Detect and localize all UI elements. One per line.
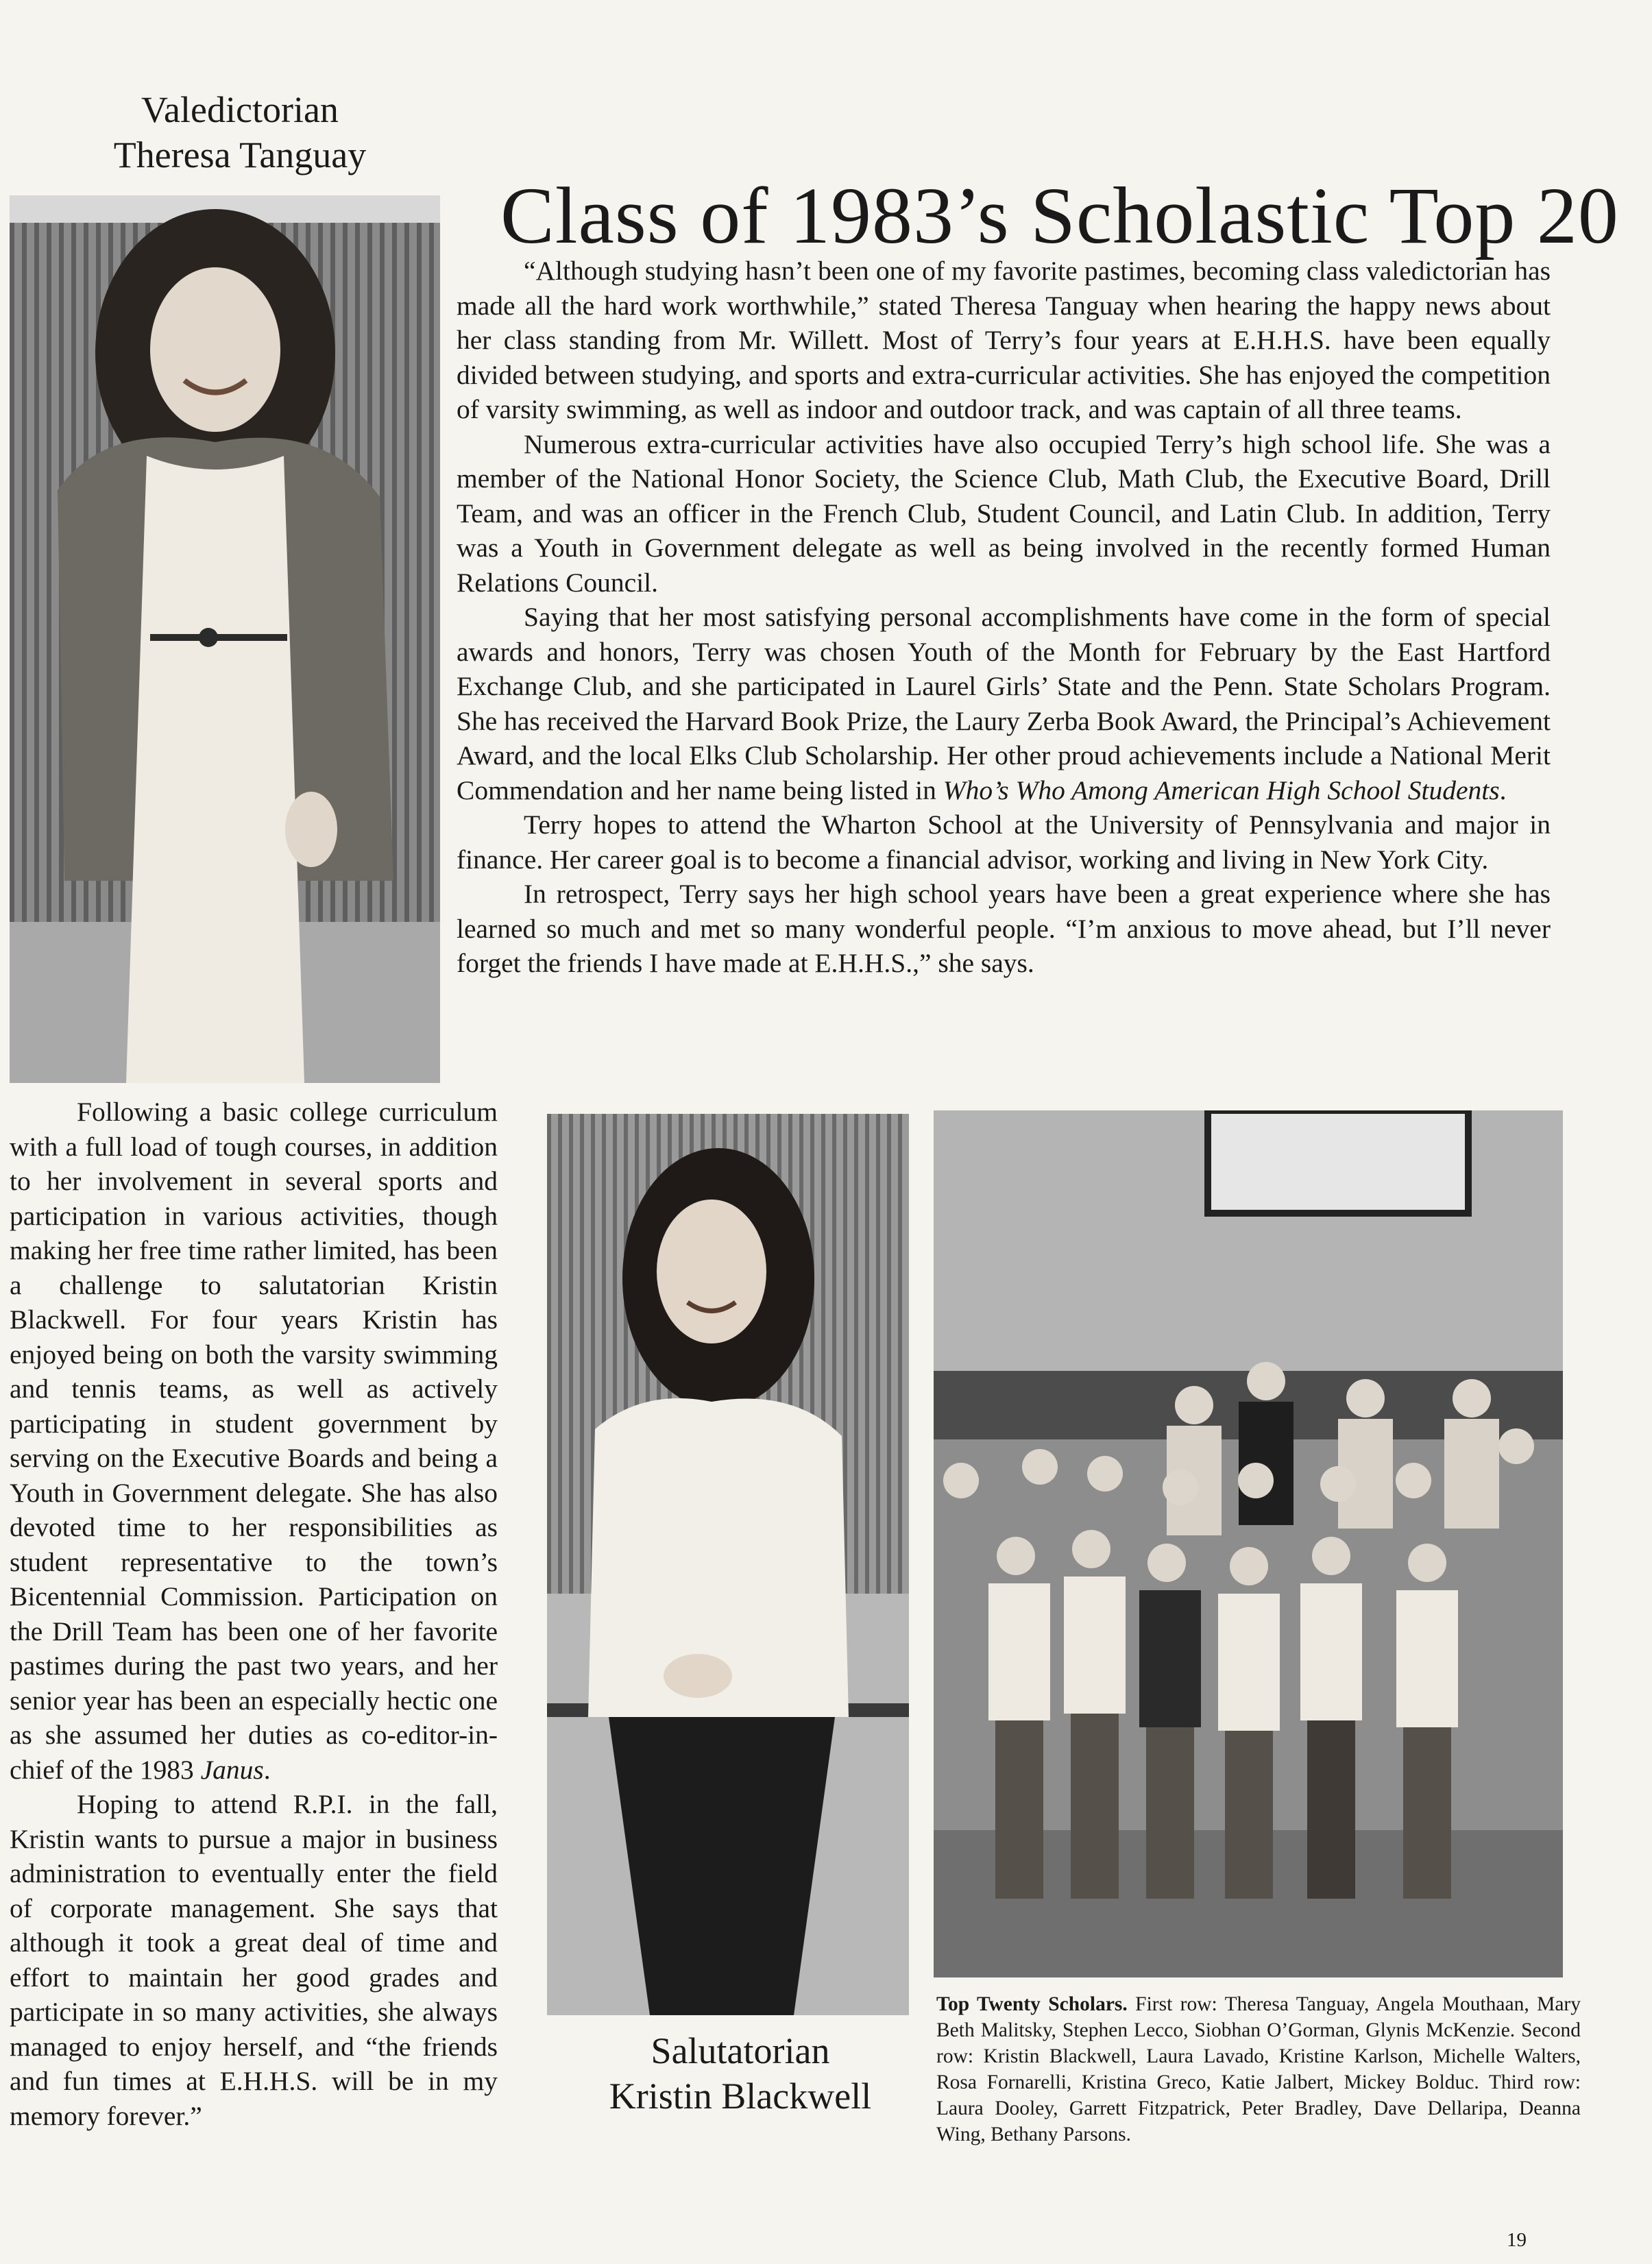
group-photo-caption [936,1991,1581,2147]
article-text: . [1499,775,1507,805]
valedictorian-article [457,254,1551,981]
article-paragraph: Numerous extra-curricular activities have also occupied Terry’s high school life. She was a member of the National Honor Society, the Science Club, Math Club, the Executive Board, Drill Team, and was an officer in the French Club, Student Council, and Latin Club. In addition, Terry was a Youth in Government delegate as well as being involved in the recently formed Human Relations Council. [457,428,1551,598]
article-paragraph: Terry hopes to attend the Wharton School at the University of Pennsylvania and major in finance. Her career goal is to become a financial advisor, working and living in New York City. [457,810,1551,875]
publication-title: Who’s Who Among American High School Students [943,775,1500,805]
article-paragraph: Hoping to attend R.P.I. in the fall, Kristin wants to pursue a major in business administration to eventually enter the field of corporate management. She says that although it took a great deal of time and effort to maintain her good grades and participate in so many activities, she always managed to enjoy herself, and “the friends and fun times at E.H.H.S. will be in my memory forever.” [10,1789,498,2131]
article-text: . [263,1754,271,1785]
valedictorian-photo [10,195,440,1083]
salutatorian-caption [569,2029,912,2119]
valedictorian-caption [75,88,404,178]
publication-title: Janus [200,1754,264,1785]
salutatorian-name: Kristin Blackwell [609,2075,872,2117]
salutatorian-article [10,1095,498,2133]
salutatorian-photo [547,1114,909,2015]
page-headline: Class of 1983’s Scholastic Top 20 [500,171,1619,260]
page-number: 19 [1507,2229,1527,2251]
valedictorian-name: Theresa Tanguay [113,134,367,175]
article-text: Following a basic college curriculum with a full load of tough courses, in addition to her involvement in several sports and participation in various activities, though making her free time rather limited, has been a challenge to salutatorian Kristin Blackwell. For four years Kristin has enjoyed being on both the varsity swimming and tennis teams, as well as actively participating in student government by serving on the Executive Boards and being a Youth in Government delegate. She has also devoted time to her responsibilities as student representative to the town’s Bicentennial Commission. Participation on the Drill Team has been one of her favorite pastimes during the past two years, and her senior year has been an especially hectic one as she assumed her duties as co-editor-in-chief of the 1983 [10,1097,498,1785]
article-paragraph: In retrospect, Terry says her high school years have been a great experience where she has learned so much and met so many wonderful people. “I’m anxious to move ahead, but I’ll never forget the friends I have made at E.H.H.S.,” she says. [457,879,1551,978]
article-text: Saying that her most satisfying personal accomplishments have come in the form of special awards and honors, Terry was chosen Youth of the Month for February by the East Hartford Exchange Club, and she participated in Laurel Girls’ State and the Penn. State Scholars Program. She has received the Harvard Book Prize, the Laury Zerba Book Award, the Principal’s Achievement Award, and the local Elks Club Scholarship. Her other proud achievements include a National Merit Commendation and her name being listed in [457,602,1551,805]
caption-lead: Top Twenty Scholars. [936,1993,1128,2015]
article-paragraph [457,600,1551,807]
group-photo [934,1110,1563,1977]
article-paragraph: “Although studying hasn’t been one of my favorite pastimes, becoming class valedictorian has made all the hard work worthwhile,” stated Theresa Tanguay when hearing the happy news about her class standing from Mr. Willett. Most of Terry’s four years at E.H.H.S. have been equally divided between studying, and sports and extra-curricular activities. She has enjoyed the competition of varsity swimming, as well as indoor and outdoor track, and was captain of all three teams. [457,256,1551,424]
article-paragraph [10,1095,498,1787]
valedictorian-role: Valedictorian [141,89,339,130]
caption-text: First row: Theresa Tanguay, Angela Mouthaan, Mary Beth Malitsky, Stephen Lecco, Siobhan O’Gorman, Glynis McKenzie. Second row: Kristin Blackwell, Laura Lavado, Kristine Karlson, Michelle Walters, Rosa Fornarelli, Kristina Greco, Katie Jalbert, Mickey Bolduc. Third row: Laura Dooley, Garrett Fitzpatrick, Peter Bradley, Dave Dellaripa, Deanna Wing, Bethany Parsons. [936,1993,1581,2145]
salutatorian-role: Salutatorian [651,2030,830,2071]
